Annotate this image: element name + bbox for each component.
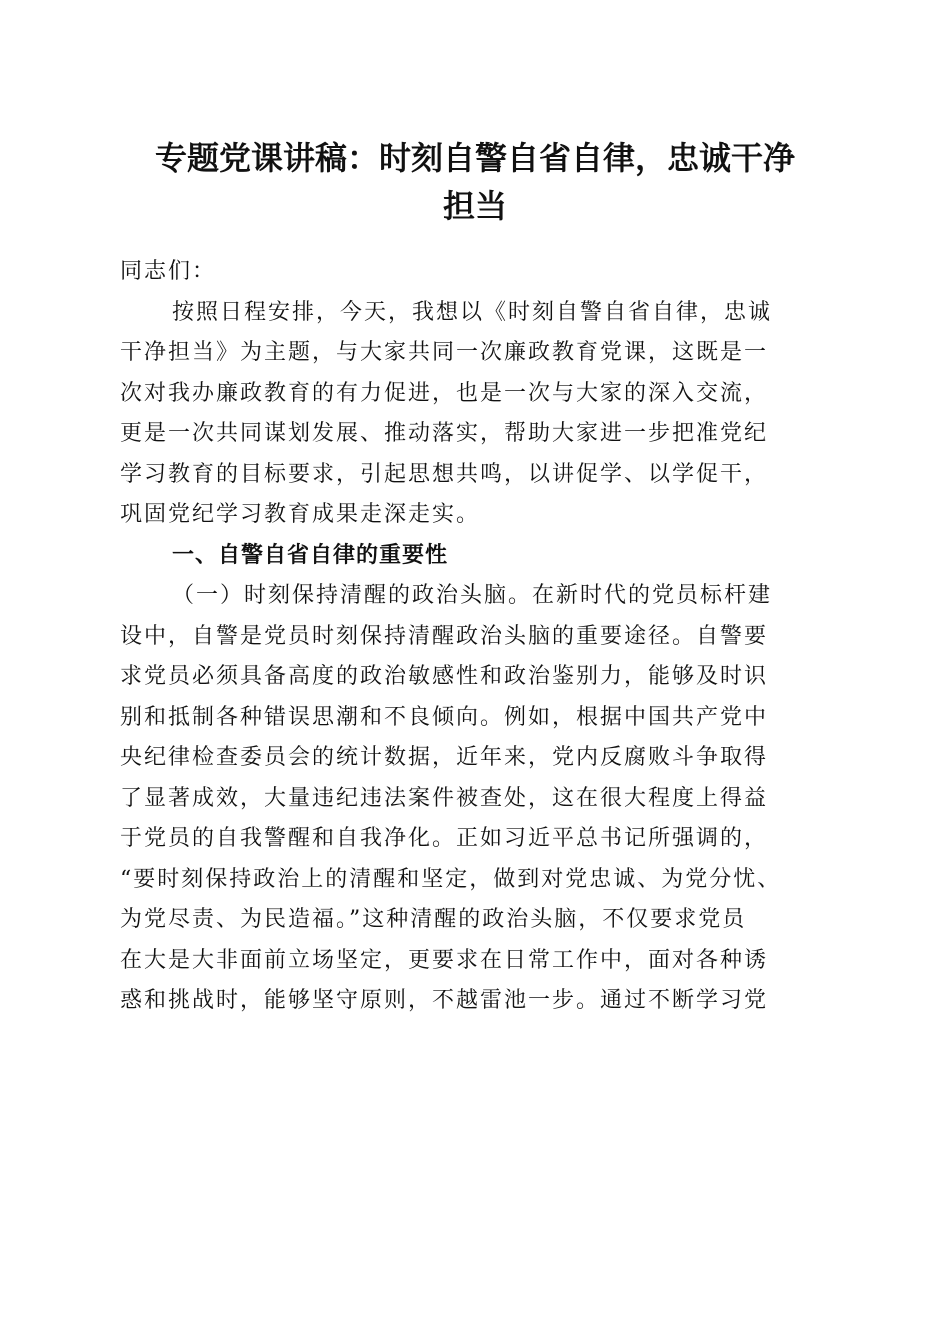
paragraph-line: 干净担当》为主题，与大家共同一次廉政教育党课，这既是一	[120, 340, 769, 365]
paragraph-line: “要时刻保持政治上的清醒和坚定，做到对党忠诚、为党分忧、	[120, 866, 782, 892]
paragraph-line: 央纪律检查委员会的统计数据，近年来，党内反腐败斗争取得	[120, 745, 769, 770]
paragraph-line: 次对我办廉政教育的有力促进，也是一次与大家的深入交流，	[120, 380, 769, 406]
paragraph-line: 巩固党纪学习教育成果走深走实。	[120, 502, 481, 527]
paragraph-line: 学习教育的目标要求，引起思想共鸣，以讲促学、以学促干，	[120, 461, 769, 487]
title-line-2: 担当	[442, 187, 507, 225]
paragraph-line: 设中，自警是党员时刻保持清醒政治头脑的重要途径。自警要	[120, 623, 769, 649]
paragraph-line: 求党员必须具备高度的政治敏感性和政治鉴别力，能够及时识	[120, 664, 769, 689]
document-title	[100, 134, 850, 230]
paragraph-line: 为党尽责、为民造福。”这种清醒的政治头脑，不仅要求党员	[120, 907, 747, 932]
paragraph-line: 更是一次共同谋划发展、推动落实，帮助大家进一步把准党纪	[120, 421, 769, 446]
paragraph-line: 于党员的自我警醒和自我净化。正如习近平总书记所强调的，	[120, 826, 769, 851]
title-line-1: 专题党课讲稿：时刻自警自省自律，忠诚干净	[154, 139, 795, 177]
paragraph-line: 惑和挑战时，能够坚守原则，不越雷池一步。通过不断学习党	[120, 988, 769, 1013]
paragraph-line: 在大是大非面前立场坚定，更要求在日常工作中，面对各种诱	[120, 947, 769, 973]
greeting: 同志们：	[120, 259, 217, 284]
paragraph-line: 按照日程安排，今天，我想以《时刻自警自省自律，忠诚	[172, 299, 773, 325]
document-body	[120, 252, 832, 1022]
paragraph-line: 了显著成效，大量违纪违法案件被查处，这在很大程度上得益	[120, 785, 769, 811]
paragraph-line: （一）时刻保持清醒的政治头脑。在新时代的党员标杆建	[172, 583, 773, 608]
paragraph-line: 别和抵制各种错误思潮和不良倾向。例如，根据中国共产党中	[120, 704, 769, 730]
section-heading: 一、自警自省自律的重要性	[172, 542, 449, 568]
